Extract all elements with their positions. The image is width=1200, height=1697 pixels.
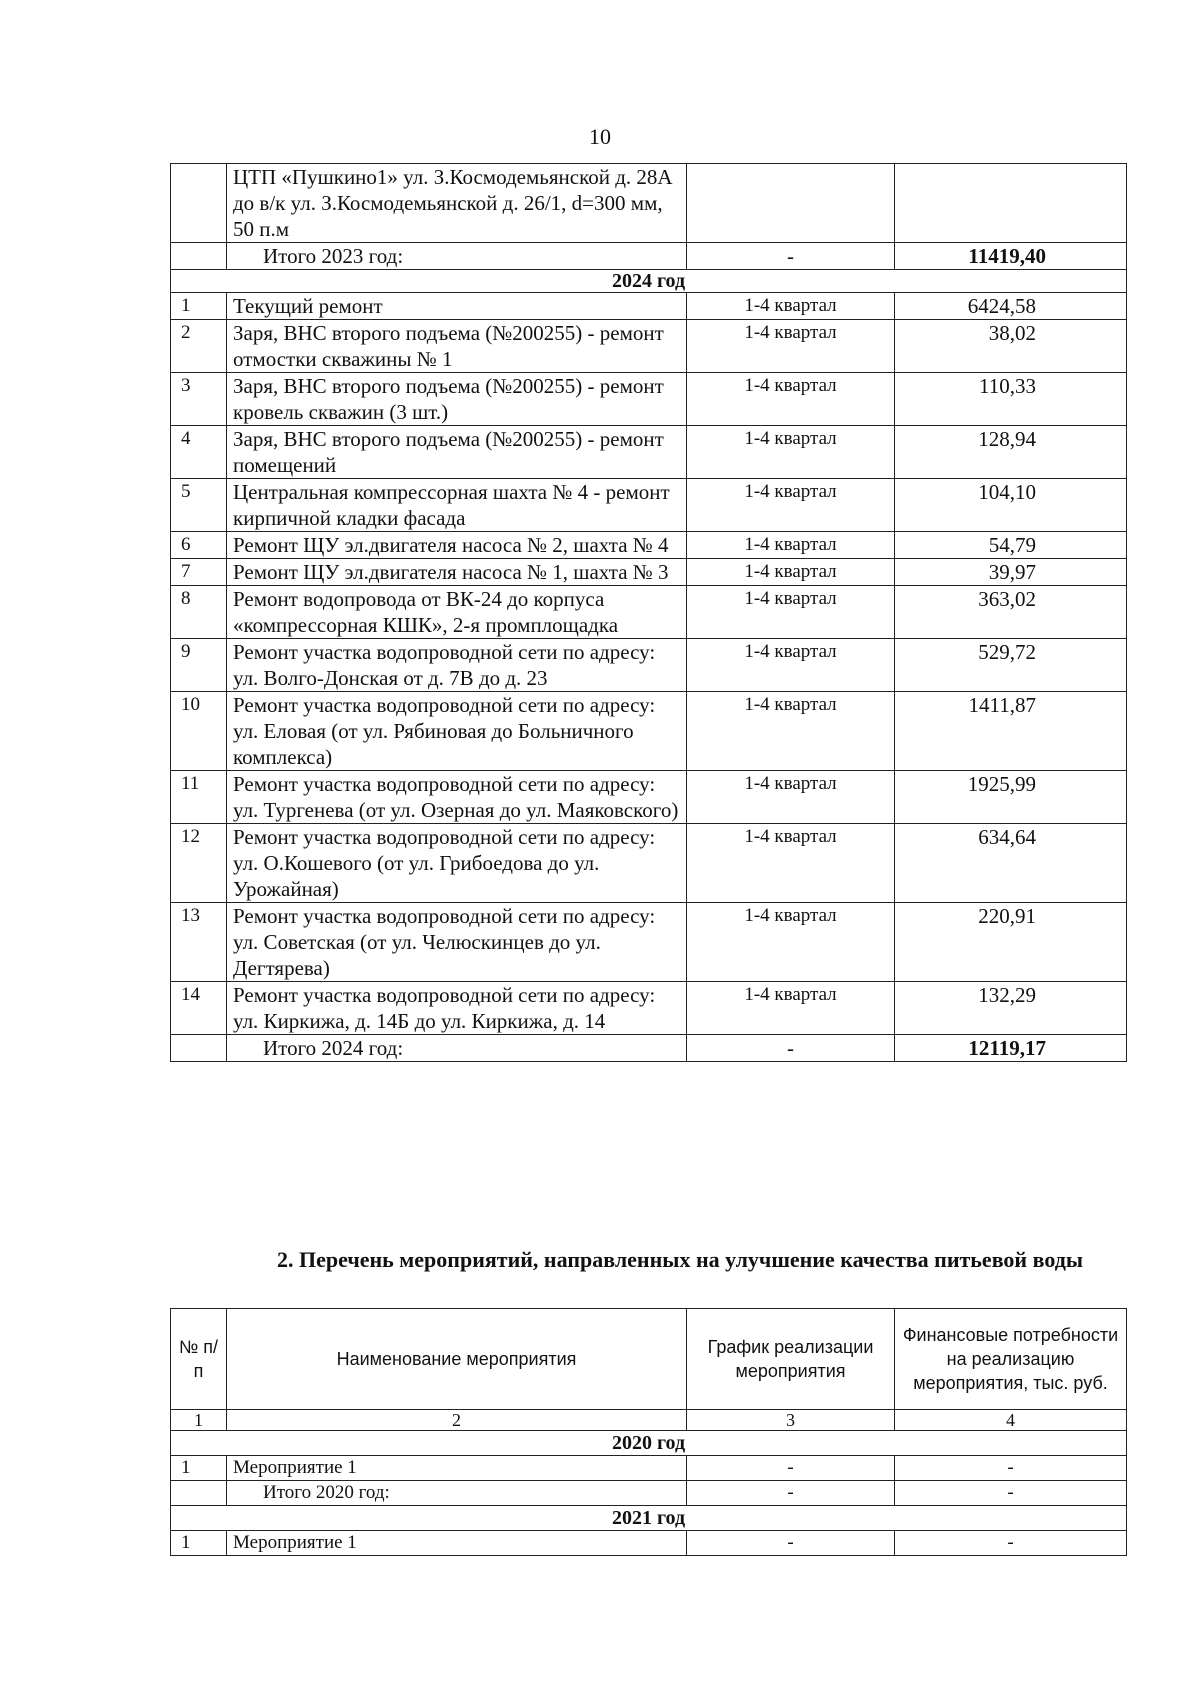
row-name: Мероприятие 1 <box>227 1456 687 1481</box>
table-row <box>171 164 1127 243</box>
header-num: № п/п <box>171 1309 227 1410</box>
total-amount: - <box>895 1481 1127 1506</box>
row-schedule: 1-4 квартал <box>687 559 895 586</box>
row-name: Центральная компрессорная шахта № 4 - ремонт кирпичной кладки фасада <box>227 479 687 532</box>
table-row <box>171 903 1127 982</box>
row-schedule: 1-4 квартал <box>687 293 895 320</box>
total-schedule: - <box>687 1035 895 1062</box>
column-number-row <box>171 1410 1127 1431</box>
row-name: Ремонт ЩУ эл.двигателя насоса № 1, шахта № 3 <box>227 559 687 586</box>
total-label: Итого 2023 год: <box>227 243 687 270</box>
row-schedule: 1-4 квартал <box>687 692 895 771</box>
row-name: Заря, ВНС второго подъема (№200255) - ремонт отмостки скважины № 1 <box>227 320 687 373</box>
row-amount: 529,72 <box>895 639 1127 692</box>
row-number: 8 <box>171 586 227 639</box>
total-amount: 12119,17 <box>895 1035 1127 1062</box>
table-row <box>171 426 1127 479</box>
total-row-2023 <box>171 243 1127 270</box>
row-number: 7 <box>171 559 227 586</box>
row-number: 14 <box>171 982 227 1035</box>
row-number: 11 <box>171 771 227 824</box>
row-schedule: 1-4 квартал <box>687 982 895 1035</box>
row-amount-cell <box>895 164 1127 243</box>
table-row <box>171 1456 1127 1481</box>
row-amount: 39,97 <box>895 559 1127 586</box>
page-number: 10 <box>589 124 611 149</box>
row-amount: - <box>895 1456 1127 1481</box>
total-schedule: - <box>687 1481 895 1506</box>
row-name: Заря, ВНС второго подъема (№200255) - ремонт кровель скважин (3 шт.) <box>227 373 687 426</box>
table-row <box>171 559 1127 586</box>
section-title: 2. Перечень мероприятий, направленных на улучшение качества питьевой воды <box>276 1247 1084 1272</box>
row-name: Мероприятие 1 <box>227 1531 687 1556</box>
row-number: 3 <box>171 373 227 426</box>
table-row <box>171 824 1127 903</box>
row-amount: 104,10 <box>895 479 1127 532</box>
total-label: Итого 2020 год: <box>227 1481 687 1506</box>
row-number: 10 <box>171 692 227 771</box>
table-row <box>171 639 1127 692</box>
row-number: 6 <box>171 532 227 559</box>
table-row <box>171 320 1127 373</box>
year-header-row <box>171 270 1127 293</box>
row-schedule: 1-4 квартал <box>687 426 895 479</box>
table-row <box>171 373 1127 426</box>
row-schedule: - <box>687 1531 895 1556</box>
column-number: 2 <box>227 1410 687 1431</box>
table-row <box>171 692 1127 771</box>
table-row <box>171 479 1127 532</box>
table-row <box>171 586 1127 639</box>
year-header: 2021 год <box>171 1506 1127 1531</box>
row-name-cell: ЦТП «Пушкино1» ул. З.Космодемьянской д. 28А до в/к ул. З.Космодемьянской д. 26/1, d=300 мм, 50 п.м <box>227 164 687 243</box>
row-schedule: 1-4 квартал <box>687 373 895 426</box>
table-row <box>171 771 1127 824</box>
total-amount: 11419,40 <box>895 243 1127 270</box>
row-schedule: 1-4 квартал <box>687 586 895 639</box>
table-row <box>171 1531 1127 1556</box>
row-schedule: 1-4 квартал <box>687 320 895 373</box>
row-schedule: 1-4 квартал <box>687 639 895 692</box>
row-name: Текущий ремонт <box>227 293 687 320</box>
row-amount: 128,94 <box>895 426 1127 479</box>
row-number: 5 <box>171 479 227 532</box>
row-amount: 6424,58 <box>895 293 1127 320</box>
row-number: 1 <box>171 293 227 320</box>
row-amount: 1411,87 <box>895 692 1127 771</box>
column-number: 3 <box>687 1410 895 1431</box>
water-quality-table <box>170 1308 1127 1556</box>
row-name: Ремонт участка водопроводной сети по адресу: ул. Волго-Донская от д. 7В до д. 23 <box>227 639 687 692</box>
table-row <box>171 532 1127 559</box>
row-schedule: 1-4 квартал <box>687 903 895 982</box>
row-number: 4 <box>171 426 227 479</box>
row-name: Ремонт участка водопроводной сети по адресу: ул. Киркижа, д. 14Б до ул. Киркижа, д. 14 <box>227 982 687 1035</box>
row-name: Ремонт ЩУ эл.двигателя насоса № 2, шахта № 4 <box>227 532 687 559</box>
row-amount: - <box>895 1531 1127 1556</box>
total-row-2020 <box>171 1481 1127 1506</box>
row-schedule: 1-4 квартал <box>687 532 895 559</box>
row-amount: 38,02 <box>895 320 1127 373</box>
repair-plan-table <box>170 163 1127 1062</box>
column-number: 4 <box>895 1410 1127 1431</box>
row-amount: 110,33 <box>895 373 1127 426</box>
year-header: 2024 год <box>171 270 1127 293</box>
row-number: 1 <box>171 1456 227 1481</box>
row-schedule-cell <box>687 164 895 243</box>
year-header-row <box>171 1506 1127 1531</box>
row-schedule: 1-4 квартал <box>687 824 895 903</box>
row-name: Ремонт участка водопроводной сети по адресу: ул. Тургенева (от ул. Озерная до ул. Маяковского) <box>227 771 687 824</box>
row-name: Ремонт водопровода от ВК-24 до корпуса «компрессорная КШК», 2-я промплощадка <box>227 586 687 639</box>
header-finance: Финансовые потребности на реализацию мероприятия, тыс. руб. <box>895 1309 1127 1410</box>
year-header: 2020 год <box>171 1431 1127 1456</box>
row-name: Ремонт участка водопроводной сети по адресу: ул. Еловая (от ул. Рябиновая до Больничного комплекса) <box>227 692 687 771</box>
row-number: 9 <box>171 639 227 692</box>
total-schedule: - <box>687 243 895 270</box>
header-row <box>171 1309 1127 1410</box>
row-number-cell <box>171 164 227 243</box>
row-name: Заря, ВНС второго подъема (№200255) - ремонт помещений <box>227 426 687 479</box>
row-number: 13 <box>171 903 227 982</box>
year-header-row <box>171 1431 1127 1456</box>
table-row <box>171 293 1127 320</box>
row-number: 1 <box>171 1531 227 1556</box>
row-amount: 54,79 <box>895 532 1127 559</box>
column-number: 1 <box>171 1410 227 1431</box>
header-schedule: График реализации мероприятия <box>687 1309 895 1410</box>
row-amount: 634,64 <box>895 824 1127 903</box>
row-name: Ремонт участка водопроводной сети по адресу: ул. Советская (от ул. Челюскинцев до ул. Дегтярева) <box>227 903 687 982</box>
total-row-2024 <box>171 1035 1127 1062</box>
row-amount: 132,29 <box>895 982 1127 1035</box>
row-amount: 220,91 <box>895 903 1127 982</box>
row-number: 2 <box>171 320 227 373</box>
table-row <box>171 982 1127 1035</box>
row-amount: 1925,99 <box>895 771 1127 824</box>
total-label: Итого 2024 год: <box>227 1035 687 1062</box>
row-schedule: - <box>687 1456 895 1481</box>
row-amount: 363,02 <box>895 586 1127 639</box>
header-name: Наименование мероприятия <box>227 1309 687 1410</box>
row-number: 12 <box>171 824 227 903</box>
row-name: Ремонт участка водопроводной сети по адресу: ул. О.Кошевого (от ул. Грибоедова до ул. Урожайная) <box>227 824 687 903</box>
row-schedule: 1-4 квартал <box>687 479 895 532</box>
row-schedule: 1-4 квартал <box>687 771 895 824</box>
